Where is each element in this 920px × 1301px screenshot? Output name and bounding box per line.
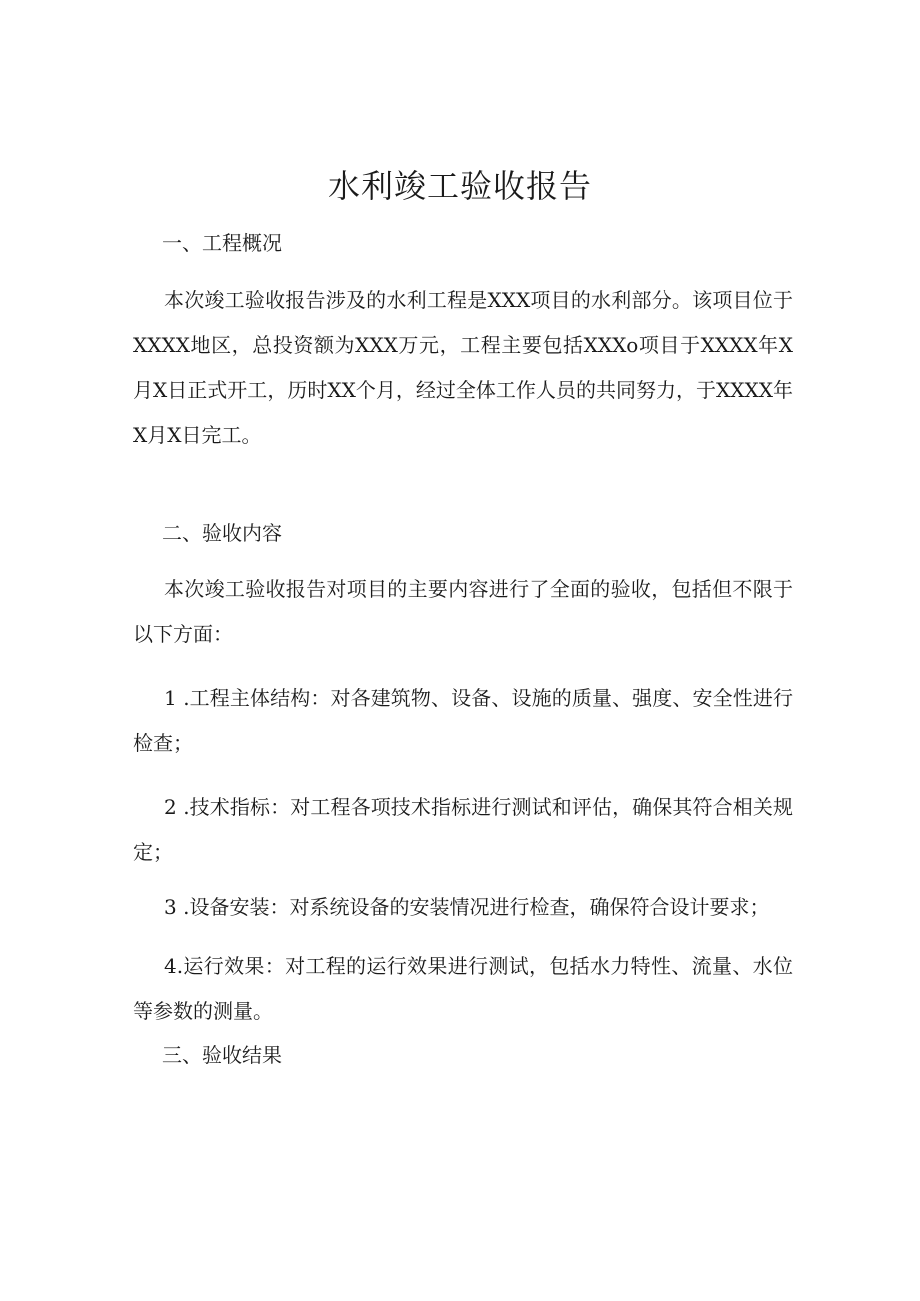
acceptance-item-4: 4.运行效果：对工程的运行效果进行测试，包括水力特性、流量、水位等参数的测量。 <box>133 954 793 1023</box>
document-title: 水利竣工验收报告 <box>327 167 592 205</box>
acceptance-item-1: 1 .工程主体结构：对各建筑物、设备、设施的质量、强度、安全性进行检查； <box>133 686 793 755</box>
section-heading-acceptance-content: 二、验收内容 <box>162 521 282 545</box>
acceptance-item-2: 2 .技术指标：对工程各项技术指标进行测试和评估，确保其符合相关规定； <box>133 795 793 864</box>
section-heading-overview: 一、工程概况 <box>162 231 282 255</box>
section-heading-acceptance-result: 三、验收结果 <box>162 1043 282 1067</box>
overview-paragraph: 本次竣工验收报告涉及的水利工程是XXX项目的水利部分。该项目位于XXXX地区，总投资额为XXX万元，工程主要包括XXXo项目于XXXX年X月X日正式开工，历时XX个月，经过全体工作人员的共同努力，于XXXX年X月X日完工。 <box>133 288 793 447</box>
acceptance-item-3: 3 .设备安装：对系统设备的安装情况进行检查，确保符合设计要求； <box>164 895 770 919</box>
acceptance-content-intro: 本次竣工验收报告对项目的主要内容进行了全面的验收，包括但不限于以下方面： <box>133 577 793 646</box>
